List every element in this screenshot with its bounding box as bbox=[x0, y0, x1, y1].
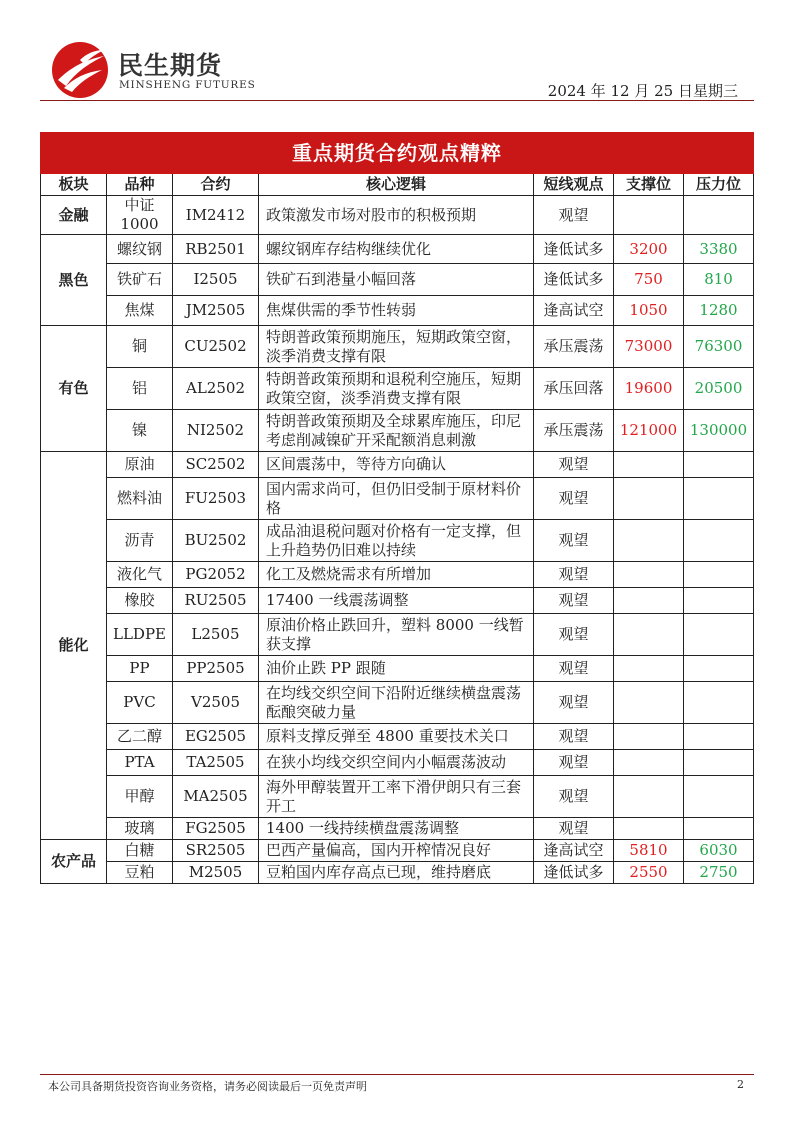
table-row bbox=[41, 656, 754, 682]
contract-cell: JM2505 bbox=[173, 296, 259, 326]
logic-cell: 化工及燃烧需求有所增加 bbox=[259, 562, 534, 588]
variety-cell: 乙二醇 bbox=[107, 724, 173, 750]
logic-cell: 在均线交织空间下沿附近继续横盘震荡酝酿突破力量 bbox=[259, 682, 534, 724]
view-cell: 观望 bbox=[534, 750, 614, 776]
support-cell bbox=[614, 478, 684, 520]
support-cell: 1050 bbox=[614, 296, 684, 326]
contract-cell: IM2412 bbox=[173, 196, 259, 235]
variety-cell: PVC bbox=[107, 682, 173, 724]
logic-cell: 原料支撑反弹至 4800 重要技术关口 bbox=[259, 724, 534, 750]
support-cell bbox=[614, 818, 684, 840]
variety-cell: 玻璃 bbox=[107, 818, 173, 840]
support-cell bbox=[614, 776, 684, 818]
view-cell: 承压震荡 bbox=[534, 326, 614, 368]
contract-cell: PP2505 bbox=[173, 656, 259, 682]
table-row bbox=[41, 588, 754, 614]
variety-cell: 燃料油 bbox=[107, 478, 173, 520]
column-header-logic: 核心逻辑 bbox=[259, 174, 534, 196]
table-row bbox=[41, 452, 754, 478]
view-cell: 观望 bbox=[534, 196, 614, 235]
logic-cell: 国内需求尚可，但仍旧受制于原材料价格 bbox=[259, 478, 534, 520]
view-cell: 观望 bbox=[534, 562, 614, 588]
logic-cell: 17400 一线震荡调整 bbox=[259, 588, 534, 614]
logic-cell: 1400 一线持续横盘震荡调整 bbox=[259, 818, 534, 840]
support-cell: 3200 bbox=[614, 235, 684, 264]
resistance-cell bbox=[684, 588, 754, 614]
support-cell bbox=[614, 750, 684, 776]
logic-cell: 特朗普政策预期及全球累库施压，印尼考虑削减镍矿开采配额消息刺激 bbox=[259, 410, 534, 452]
logic-cell: 巴西产量偏高，国内开榨情况良好 bbox=[259, 840, 534, 862]
table-header-row bbox=[41, 174, 754, 196]
view-cell: 观望 bbox=[534, 776, 614, 818]
support-cell: 73000 bbox=[614, 326, 684, 368]
contract-cell: FU2503 bbox=[173, 478, 259, 520]
variety-cell: 铜 bbox=[107, 326, 173, 368]
support-cell: 5810 bbox=[614, 840, 684, 862]
view-cell: 逢低试多 bbox=[534, 235, 614, 264]
support-cell bbox=[614, 614, 684, 656]
contract-cell: I2505 bbox=[173, 264, 259, 296]
logic-cell: 政策激发市场对股市的积极预期 bbox=[259, 196, 534, 235]
resistance-cell bbox=[684, 682, 754, 724]
column-header-variety: 品种 bbox=[107, 174, 173, 196]
table-row bbox=[41, 818, 754, 840]
resistance-cell bbox=[684, 818, 754, 840]
contract-cell: SC2502 bbox=[173, 452, 259, 478]
contract-cell: TA2505 bbox=[173, 750, 259, 776]
table-row bbox=[41, 410, 754, 452]
table-body bbox=[41, 196, 754, 884]
resistance-cell bbox=[684, 750, 754, 776]
support-cell: 121000 bbox=[614, 410, 684, 452]
support-cell: 19600 bbox=[614, 368, 684, 410]
view-cell: 观望 bbox=[534, 520, 614, 562]
resistance-cell bbox=[684, 520, 754, 562]
logic-cell: 成品油退税问题对价格有一定支撑，但上升趋势仍旧难以持续 bbox=[259, 520, 534, 562]
logic-cell: 特朗普政策预期和退税利空施压，短期政策空窗，淡季消费支撑有限 bbox=[259, 368, 534, 410]
footer-divider bbox=[40, 1074, 754, 1075]
variety-cell: LLDPE bbox=[107, 614, 173, 656]
variety-cell: 中证 1000 bbox=[107, 196, 173, 235]
support-cell bbox=[614, 588, 684, 614]
variety-cell: PP bbox=[107, 656, 173, 682]
sector-cell: 黑色 bbox=[41, 235, 107, 326]
resistance-cell: 6030 bbox=[684, 840, 754, 862]
contract-cell: CU2502 bbox=[173, 326, 259, 368]
table-row bbox=[41, 264, 754, 296]
variety-cell: 铝 bbox=[107, 368, 173, 410]
logic-cell: 铁矿石到港量小幅回落 bbox=[259, 264, 534, 296]
contract-cell: EG2505 bbox=[173, 724, 259, 750]
view-cell: 观望 bbox=[534, 724, 614, 750]
resistance-cell bbox=[684, 776, 754, 818]
brand-name-cn: 民生期货 bbox=[118, 51, 223, 80]
support-cell bbox=[614, 682, 684, 724]
table-row bbox=[41, 862, 754, 884]
contract-cell: MA2505 bbox=[173, 776, 259, 818]
support-cell: 750 bbox=[614, 264, 684, 296]
logic-cell: 区间震荡中，等待方向确认 bbox=[259, 452, 534, 478]
support-cell bbox=[614, 452, 684, 478]
table-row bbox=[41, 478, 754, 520]
resistance-cell bbox=[684, 478, 754, 520]
table-row bbox=[41, 520, 754, 562]
view-cell: 观望 bbox=[534, 682, 614, 724]
variety-cell: 橡胶 bbox=[107, 588, 173, 614]
resistance-cell: 3380 bbox=[684, 235, 754, 264]
resistance-cell bbox=[684, 562, 754, 588]
logic-cell: 螺纹钢库存结构继续优化 bbox=[259, 235, 534, 264]
support-cell bbox=[614, 656, 684, 682]
logic-cell: 在狭小均线交织空间内小幅震荡波动 bbox=[259, 750, 534, 776]
contract-cell: L2505 bbox=[173, 614, 259, 656]
view-cell: 逢高试空 bbox=[534, 296, 614, 326]
table-row bbox=[41, 326, 754, 368]
contract-cell: M2505 bbox=[173, 862, 259, 884]
view-cell: 观望 bbox=[534, 818, 614, 840]
view-cell: 观望 bbox=[534, 478, 614, 520]
brand-name-en: MINSHENG FUTURES bbox=[119, 79, 256, 91]
table-row bbox=[41, 368, 754, 410]
variety-cell: 原油 bbox=[107, 452, 173, 478]
column-header-resistance: 压力位 bbox=[684, 174, 754, 196]
sector-cell: 农产品 bbox=[41, 840, 107, 884]
variety-cell: 镍 bbox=[107, 410, 173, 452]
contract-cell: BU2502 bbox=[173, 520, 259, 562]
page-number: 2 bbox=[737, 1078, 744, 1091]
header-divider bbox=[40, 100, 754, 101]
column-header-sector: 板块 bbox=[41, 174, 107, 196]
logic-cell: 特朗普政策预期施压，短期政策空窗，淡季消费支撑有限 bbox=[259, 326, 534, 368]
resistance-cell: 810 bbox=[684, 264, 754, 296]
view-cell: 逢高试空 bbox=[534, 840, 614, 862]
view-cell: 观望 bbox=[534, 656, 614, 682]
support-cell bbox=[614, 562, 684, 588]
contract-cell: NI2502 bbox=[173, 410, 259, 452]
variety-cell: 白糖 bbox=[107, 840, 173, 862]
footer-disclaimer: 本公司具备期货投资咨询业务资格，请务必阅读最后一页免责声明 bbox=[48, 1080, 367, 1093]
column-header-view: 短线观点 bbox=[534, 174, 614, 196]
variety-cell: 豆粕 bbox=[107, 862, 173, 884]
resistance-cell bbox=[684, 452, 754, 478]
logic-cell: 豆粕国内库存高点已现，维持磨底 bbox=[259, 862, 534, 884]
table-row bbox=[41, 750, 754, 776]
logic-cell: 原油价格止跌回升，塑料 8000 一线暂获支撑 bbox=[259, 614, 534, 656]
logic-cell: 海外甲醇装置开工率下滑伊朗只有三套开工 bbox=[259, 776, 534, 818]
view-cell: 承压震荡 bbox=[534, 410, 614, 452]
resistance-cell: 130000 bbox=[684, 410, 754, 452]
view-cell: 承压回落 bbox=[534, 368, 614, 410]
resistance-cell bbox=[684, 196, 754, 235]
table-row bbox=[41, 682, 754, 724]
contract-cell: PG2052 bbox=[173, 562, 259, 588]
column-header-support: 支撑位 bbox=[614, 174, 684, 196]
logic-cell: 油价止跌 PP 跟随 bbox=[259, 656, 534, 682]
table-row bbox=[41, 724, 754, 750]
contract-cell: V2505 bbox=[173, 682, 259, 724]
view-cell: 观望 bbox=[534, 452, 614, 478]
variety-cell: 甲醇 bbox=[107, 776, 173, 818]
resistance-cell bbox=[684, 656, 754, 682]
resistance-cell: 76300 bbox=[684, 326, 754, 368]
sector-cell: 有色 bbox=[41, 326, 107, 452]
support-cell: 2550 bbox=[614, 862, 684, 884]
table-title: 重点期货合约观点精粹 bbox=[41, 133, 754, 174]
contract-cell: RB2501 bbox=[173, 235, 259, 264]
column-header-contract: 合约 bbox=[173, 174, 259, 196]
variety-cell: 沥青 bbox=[107, 520, 173, 562]
support-cell bbox=[614, 520, 684, 562]
contract-cell: FG2505 bbox=[173, 818, 259, 840]
support-cell bbox=[614, 724, 684, 750]
table-row bbox=[41, 562, 754, 588]
view-cell: 逢低试多 bbox=[534, 264, 614, 296]
report-date: 2024 年 12 月 25 日星期三 bbox=[547, 82, 738, 100]
futures-views-table bbox=[40, 132, 754, 884]
contract-cell: AL2502 bbox=[173, 368, 259, 410]
table-row bbox=[41, 776, 754, 818]
variety-cell: 焦煤 bbox=[107, 296, 173, 326]
table-row bbox=[41, 840, 754, 862]
view-cell: 逢低试多 bbox=[534, 862, 614, 884]
view-cell: 观望 bbox=[534, 588, 614, 614]
variety-cell: 铁矿石 bbox=[107, 264, 173, 296]
table-row bbox=[41, 196, 754, 235]
resistance-cell: 1280 bbox=[684, 296, 754, 326]
resistance-cell: 2750 bbox=[684, 862, 754, 884]
support-cell bbox=[614, 196, 684, 235]
contract-cell: SR2505 bbox=[173, 840, 259, 862]
table-row bbox=[41, 614, 754, 656]
table-row bbox=[41, 296, 754, 326]
resistance-cell bbox=[684, 724, 754, 750]
sector-cell: 金融 bbox=[41, 196, 107, 235]
variety-cell: 液化气 bbox=[107, 562, 173, 588]
resistance-cell: 20500 bbox=[684, 368, 754, 410]
logic-cell: 焦煤供需的季节性转弱 bbox=[259, 296, 534, 326]
variety-cell: 螺纹钢 bbox=[107, 235, 173, 264]
table-row bbox=[41, 235, 754, 264]
sector-cell: 能化 bbox=[41, 452, 107, 840]
view-cell: 观望 bbox=[534, 614, 614, 656]
minsheng-logo-icon bbox=[50, 40, 110, 100]
resistance-cell bbox=[684, 614, 754, 656]
variety-cell: PTA bbox=[107, 750, 173, 776]
contract-cell: RU2505 bbox=[173, 588, 259, 614]
